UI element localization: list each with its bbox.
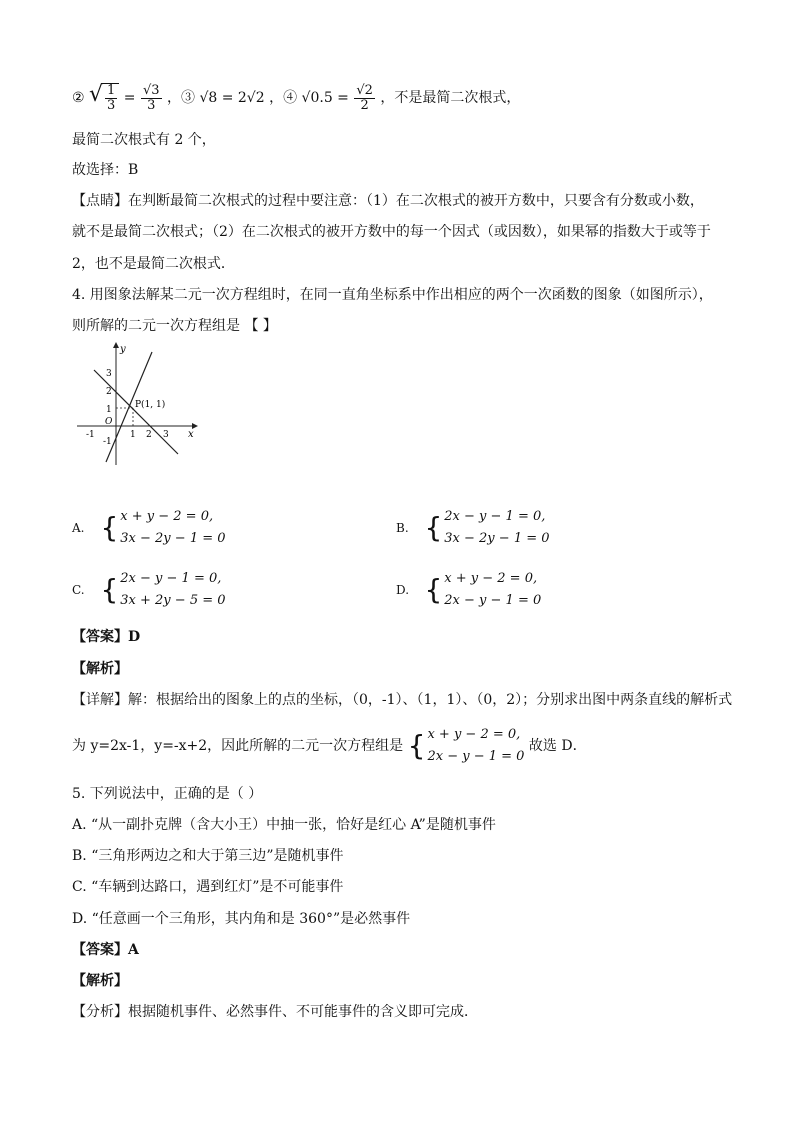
y-tick-label: 1	[106, 405, 112, 415]
option-c[interactable]: C. { 2x − y − 1 = 0, 3x + 2y − 5 = 0	[72, 571, 226, 608]
item-4-marker: ，④	[269, 90, 298, 106]
origin-label: O	[105, 417, 113, 427]
item-2-marker: ②	[72, 90, 85, 106]
sqrt-expression: √ $\frac{1}{3}$	[89, 83, 119, 113]
option-d[interactable]: D. { x + y − 2 = 0, 2x − y − 1 = 0	[396, 571, 542, 608]
answer-label: 【答案】D	[72, 629, 141, 645]
choice-line: 故选择：B	[72, 162, 139, 178]
note-line-2: 就不是最简二次根式；（2）在二次根式的被开方数中的每一个因式（或因数），如果幂的指数大于或等于	[72, 224, 711, 240]
q5-answer-label: 【答案】A	[72, 942, 139, 958]
q5-option-d[interactable]: D. “任意画一个三角形，其内角和是 360°”是必然事件	[72, 911, 411, 927]
item-3-marker: ，③	[166, 90, 195, 106]
note-line-3: 2，也不是最简二次根式．	[72, 256, 235, 272]
question-4-stem-1: 4. 用图象法解某二元一次方程组时，在同一直角坐标系中作出相应的两个一次函数的图象（如图所示），	[72, 287, 713, 303]
y-axis-label: y	[120, 344, 126, 355]
option-a[interactable]: A. { x + y − 2 = 0, 3x − 2y − 1 = 0	[72, 509, 226, 546]
question-5-stem: 5. 下列说法中，正确的是（ ）	[72, 786, 263, 802]
option-b[interactable]: B. { 2x − y − 1 = 0, 3x − 2y − 1 = 0	[396, 509, 550, 546]
y-tick-label: 2	[106, 387, 112, 397]
y-tick-label: -1	[103, 437, 112, 447]
item-3-expression: 8 = 2√2	[208, 90, 265, 106]
fraction: $\frac{√2}{2}$	[356, 82, 373, 113]
item-4-tail: ，不是最简二次根式，	[380, 90, 521, 106]
q5-analysis-label: 【解析】	[72, 973, 128, 989]
x-tick-label: 2	[146, 430, 152, 440]
question-4-stem-2: 则所解的二元一次方程组是 【 】	[72, 318, 277, 334]
detail-line-2: 为 y=2x-1，y=-x+2，因此所解的二元一次方程组是 { x + y − 2 = 0, 2x − y − 1 = 0 故选 D．	[72, 727, 587, 764]
fraction: $\frac{√3}{3}$	[142, 82, 160, 113]
x-tick-label: 3	[163, 430, 169, 440]
x-axis-label: x	[188, 429, 194, 440]
radical-line: ② √ $\frac{1}{3}$ = $\frac{√3}{3}$ ，③ √8 = 2√2 ，④ √0.5 = $\frac{√2}{2}$ ，不是最简二次根式，	[72, 82, 521, 113]
coordinate-graph	[72, 340, 207, 470]
item-4-expression: 0.5 =	[310, 90, 349, 106]
y-tick-label: 3	[106, 369, 112, 379]
x-tick-label: -1	[86, 430, 95, 440]
q5-fenxi-line: 【分析】根据随机事件、必然事件、不可能事件的含义即可完成．	[72, 1004, 478, 1020]
detail-line-1: 【详解】解：根据给出的图象上的点的坐标，（0，-1）、（1，1）、（0，2）；分别求出图中两条直线的解析式	[72, 692, 733, 708]
x-tick-label: 1	[130, 430, 136, 440]
q5-option-b[interactable]: B. “三角形两边之和大于第三边”是随机事件	[72, 848, 344, 864]
summary-line: 最简二次根式有 2 个，	[72, 132, 216, 148]
note-line-1: 【点睛】在判断最简二次根式的过程中要注意：（1）在二次根式的被开方数中，只要含有分数或小数，	[72, 193, 704, 209]
point-p-label: P(1, 1)	[135, 400, 166, 410]
q5-option-a[interactable]: A. “从一副扑克牌（含大小王）中抽一张，恰好是红心 A”是随机事件	[72, 817, 496, 833]
q5-option-c[interactable]: C. “车辆到达路口，遇到红灯”是不可能事件	[72, 879, 344, 895]
analysis-label: 【解析】	[72, 661, 128, 677]
